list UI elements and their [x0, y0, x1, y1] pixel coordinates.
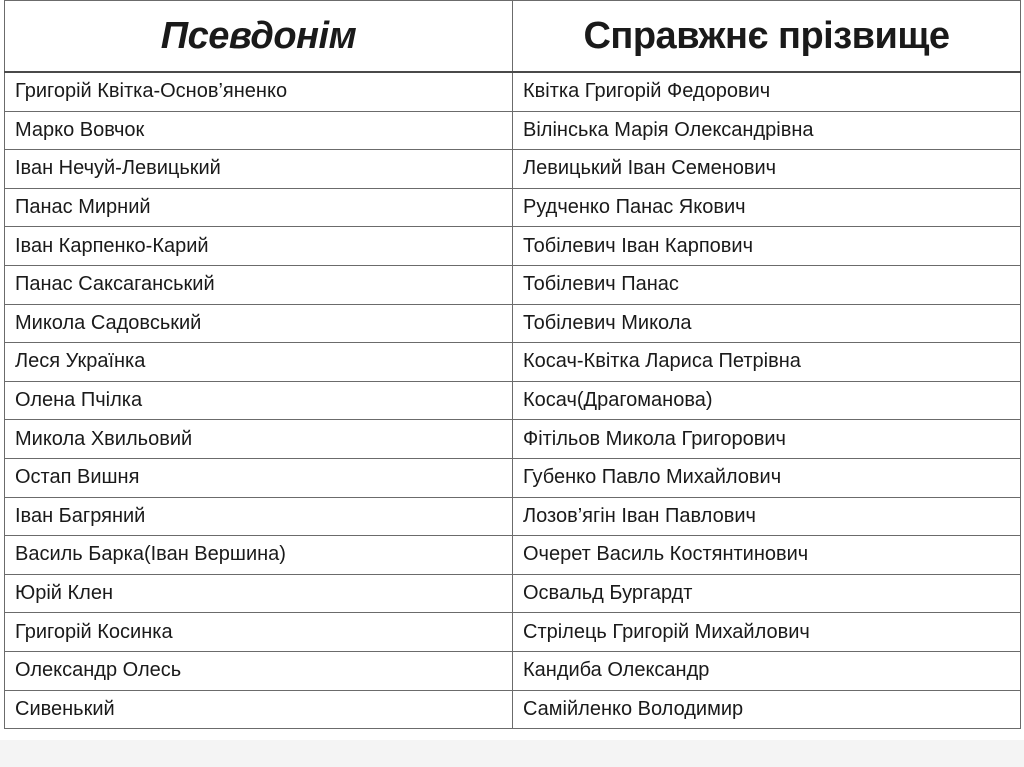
table-row: [5, 343, 1021, 382]
header-pseudonym: Псевдонім: [5, 1, 513, 73]
pseudonym-cell: Григорій Квітка-Основ’яненко: [5, 72, 513, 111]
table-row: [5, 150, 1021, 189]
pseudonym-cell: Микола Хвильовий: [5, 420, 513, 459]
table-row: [5, 613, 1021, 652]
real-name-cell: Губенко Павло Михайлович: [513, 458, 1021, 497]
real-name-cell: Кандиба Олександр: [513, 651, 1021, 690]
pseudonym-cell: Панас Саксаганський: [5, 265, 513, 304]
pseudonym-cell: Григорій Косинка: [5, 613, 513, 652]
pseudonym-cell: Сивенький: [5, 690, 513, 729]
pseudonym-cell: Микола Садовський: [5, 304, 513, 343]
real-name-cell: Тобілевич Іван Карпович: [513, 227, 1021, 266]
real-name-cell: Самійленко Володимир: [513, 690, 1021, 729]
real-name-cell: Тобілевич Микола: [513, 304, 1021, 343]
pseudonyms-table: [4, 0, 1021, 729]
table-row: [5, 111, 1021, 150]
pseudonym-cell: Іван Карпенко-Карий: [5, 227, 513, 266]
pseudonym-cell: Іван Багряний: [5, 497, 513, 536]
table-body: [5, 72, 1021, 729]
real-name-cell: Лозов’ягін Іван Павлович: [513, 497, 1021, 536]
table-row: [5, 227, 1021, 266]
real-name-cell: Тобілевич Панас: [513, 265, 1021, 304]
table-row: [5, 651, 1021, 690]
real-name-cell: Косач-Квітка Лариса Петрівна: [513, 343, 1021, 382]
table-row: [5, 574, 1021, 613]
pseudonym-cell: Юрій Клен: [5, 574, 513, 613]
real-name-cell: Косач(Драгоманова): [513, 381, 1021, 420]
table-row: [5, 420, 1021, 459]
bottom-band: [0, 740, 1024, 767]
table-row: [5, 690, 1021, 729]
pseudonym-cell: Олександр Олесь: [5, 651, 513, 690]
table-row: [5, 265, 1021, 304]
table-row: [5, 458, 1021, 497]
real-name-cell: Стрілець Григорій Михайлович: [513, 613, 1021, 652]
real-name-cell: Освальд Бургардт: [513, 574, 1021, 613]
table-row: [5, 188, 1021, 227]
real-name-cell: Левицький Іван Семенович: [513, 150, 1021, 189]
pseudonym-cell: Марко Вовчок: [5, 111, 513, 150]
header-row: [5, 1, 1021, 73]
table-row: [5, 72, 1021, 111]
pseudonym-cell: Панас Мирний: [5, 188, 513, 227]
real-name-cell: Фітільов Микола Григорович: [513, 420, 1021, 459]
real-name-cell: Очерет Василь Костянтинович: [513, 536, 1021, 575]
header-real-name: Справжнє прізвище: [513, 1, 1021, 73]
real-name-cell: Рудченко Панас Якович: [513, 188, 1021, 227]
real-name-cell: Квітка Григорій Федорович: [513, 72, 1021, 111]
pseudonym-cell: Олена Пчілка: [5, 381, 513, 420]
table-row: [5, 497, 1021, 536]
table-row: [5, 536, 1021, 575]
table-header: [5, 1, 1021, 73]
table-row: [5, 381, 1021, 420]
pseudonym-cell: Леся Українка: [5, 343, 513, 382]
real-name-cell: Вілінська Марія Олександрівна: [513, 111, 1021, 150]
pseudonym-cell: Остап Вишня: [5, 458, 513, 497]
pseudonym-cell: Василь Барка(Іван Вершина): [5, 536, 513, 575]
pseudonym-cell: Іван Нечуй-Левицький: [5, 150, 513, 189]
table-row: [5, 304, 1021, 343]
